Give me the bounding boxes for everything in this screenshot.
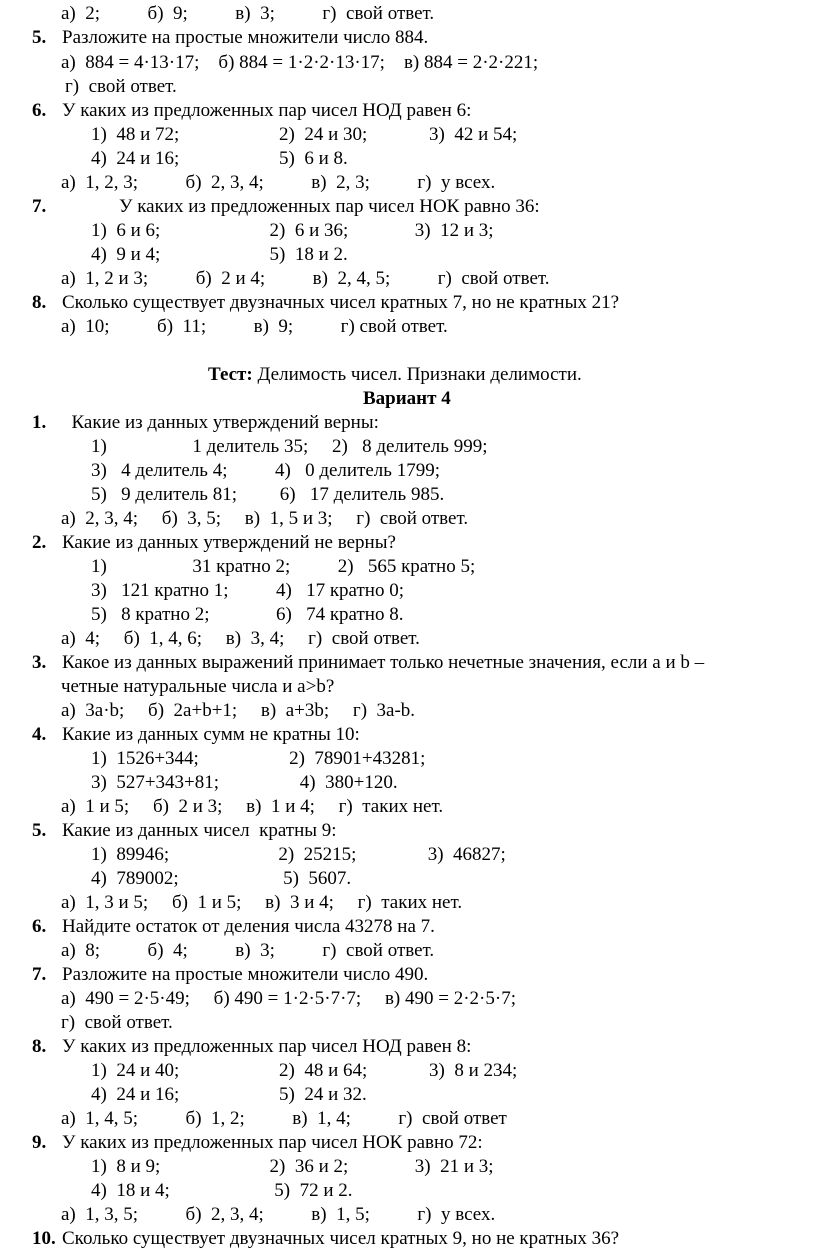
line-text: г) свой ответ. [61, 1012, 173, 1033]
question-number: 7. [32, 964, 47, 985]
document-line [32, 652, 704, 674]
question-number: 8. [32, 292, 47, 313]
question-number: 6. [32, 916, 47, 937]
line-text: 3) 4 делитель 4; 4) 0 делитель 1799; [91, 460, 440, 481]
question-number: 9. [32, 1132, 47, 1153]
document-line [91, 148, 348, 170]
document-line [61, 892, 462, 914]
document-line [32, 916, 435, 938]
question-number: 4. [32, 724, 47, 745]
document-line [61, 508, 468, 530]
document-line [32, 820, 337, 842]
document-line [61, 3, 434, 25]
document-line [32, 412, 379, 434]
question-number: 3. [32, 652, 47, 673]
document-line [61, 628, 420, 650]
line-text: Какие из данных утверждений не верны? [62, 532, 396, 553]
line-text: а) 10; б) 11; в) 9; г) свой ответ. [61, 316, 448, 337]
document-line [91, 436, 487, 458]
question-number: 6. [32, 100, 47, 121]
document-line [91, 1156, 494, 1178]
document-line [91, 604, 403, 626]
line-text: 4) 789002; 5) 5607. [91, 868, 352, 889]
document-line [32, 292, 619, 314]
line-text: а) 1, 3 и 5; б) 1 и 5; в) 3 и 4; г) таких нет. [61, 892, 463, 913]
document-line [91, 556, 475, 578]
line-text: а) 1 и 5; б) 2 и 3; в) 1 и 4; г) таких нет. [61, 796, 444, 817]
line-text: Какие из данных чисел кратны 9: [62, 820, 337, 841]
line-text: 5) 8 кратно 2; 6) 74 кратно 8. [91, 604, 404, 625]
line-text: а) 1, 4, 5; б) 1, 2; в) 1, 4; г) свой ответ [61, 1108, 507, 1129]
line-text: а) 884 = 4·13·17; б) 884 = 1·2·2·13·17; в) 884 = 2·2·221; [61, 52, 539, 73]
document-line [61, 700, 415, 722]
line-text: а) 8; б) 4; в) 3; г) свой ответ. [61, 940, 435, 961]
document-line [61, 316, 448, 338]
document-line [61, 268, 550, 290]
line-text: 4) 9 и 4; 5) 18 и 2. [91, 244, 348, 265]
line-text: 4) 24 и 16; 5) 24 и 32. [91, 1084, 367, 1105]
document-line [61, 52, 538, 74]
line-text: Сколько существует двузначных чисел кратных 7, но не кратных 21? [62, 292, 620, 313]
line-text: 3) 121 кратно 1; 4) 17 кратно 0; [91, 580, 404, 601]
question-number: 8. [32, 1036, 47, 1057]
line-text: 1) 31 кратно 2; 2) 565 кратно 5; [91, 556, 476, 577]
document-line [32, 1228, 619, 1250]
line-text: а) 3a·b; б) 2a+b+1; в) a+3b; г) 3a-b. [61, 700, 416, 721]
line-text: а) 1, 2 и 3; б) 2 и 4; в) 2, 4, 5; г) свой ответ. [61, 268, 550, 289]
document-line [32, 1036, 471, 1058]
question-number: 5. [32, 27, 47, 48]
document-line [91, 772, 398, 794]
document-line [32, 724, 360, 746]
document-line [91, 1084, 367, 1106]
line-text: Какие из данных утверждений верны: [62, 412, 379, 433]
question-number: 1. [32, 412, 47, 433]
line-text: Найдите остаток от деления числа 43278 на 7. [62, 916, 435, 937]
document-line [91, 1060, 517, 1082]
document-line [32, 27, 428, 49]
document-line [61, 796, 443, 818]
line-text: 1) 1526+344; 2) 78901+43281; [91, 748, 426, 769]
line-text: 1) 1 делитель 35; 2) 8 делитель 999; [91, 436, 488, 457]
line-text: Разложите на простые множители число 884. [62, 27, 429, 48]
document-line [61, 1204, 495, 1226]
document-line [32, 1132, 483, 1154]
document-line [61, 1108, 507, 1130]
line-text: а) 1, 2, 3; б) 2, 3, 4; в) 2, 3; г) у всех. [61, 172, 496, 193]
line-text: Какое из данных выражений принимает только нечетные значения, если а и b – [62, 652, 705, 673]
document-line [61, 940, 434, 962]
line-text: а) 2, 3, 4; б) 3, 5; в) 1, 5 и 3; г) свой ответ. [61, 508, 469, 529]
document-line [91, 868, 351, 890]
heading-bold: Вариант 4 [363, 388, 451, 409]
document-line [91, 124, 517, 146]
line-text: Разложите на простые множители число 490. [62, 964, 429, 985]
line-text: 1) 6 и 6; 2) 6 и 36; 3) 12 и 3; [91, 220, 494, 241]
line-text: У каких из предложенных пар чисел НОК равно 36: [62, 196, 540, 217]
document-line [363, 388, 451, 410]
heading-bold: Тест: [208, 364, 253, 385]
line-text: а) 490 = 2·5·49; б) 490 = 1·2·5·7·7; в) 490 = 2·2·5·7; [61, 988, 516, 1009]
line-text: У каких из предложенных пар чисел НОД равен 6: [62, 100, 472, 121]
document-line [61, 988, 516, 1010]
line-text: 1) 8 и 9; 2) 36 и 2; 3) 21 и 3; [91, 1156, 494, 1177]
line-text: 4) 18 и 4; 5) 72 и 2. [91, 1180, 353, 1201]
question-number: 5. [32, 820, 47, 841]
document-line [91, 844, 506, 866]
line-text: 1) 48 и 72; 2) 24 и 30; 3) 42 и 54; [91, 124, 518, 145]
line-text: а) 4; б) 1, 4, 6; в) 3, 4; г) свой ответ. [61, 628, 420, 649]
question-number: 10. [32, 1228, 56, 1249]
question-number: 7. [32, 196, 47, 217]
line-text: 4) 24 и 16; 5) 6 и 8. [91, 148, 348, 169]
line-text: 3) 527+343+81; 4) 380+120. [91, 772, 398, 793]
document-line [61, 1012, 173, 1034]
document-line [65, 76, 177, 98]
line-text: У каких из предложенных пар чисел НОД равен 8: [62, 1036, 472, 1057]
document-line [91, 220, 494, 242]
line-text: 5) 9 делитель 81; 6) 17 делитель 985. [91, 484, 445, 505]
line-text: У каких из предложенных пар чисел НОК равно 72: [62, 1132, 483, 1153]
line-text: 1) 89946; 2) 25215; 3) 46827; [91, 844, 506, 865]
document-line [91, 1180, 353, 1202]
line-text: Какие из данных сумм не кратны 10: [62, 724, 360, 745]
document-line [208, 364, 582, 386]
line-text: Делимость чисел. Признаки делимости. [252, 364, 582, 385]
line-text: 1) 24 и 40; 2) 48 и 64; 3) 8 и 234; [91, 1060, 518, 1081]
line-text: четные натуральные числа и a>b? [61, 676, 335, 697]
line-text: а) 2; б) 9; в) 3; г) свой ответ. [61, 3, 435, 24]
document-line [91, 580, 404, 602]
document-line [32, 100, 471, 122]
document-line [91, 748, 425, 770]
document-line [32, 532, 396, 554]
line-text: Сколько существует двузначных чисел кратных 9, но не кратных 36? [62, 1228, 620, 1249]
question-number: 2. [32, 532, 47, 553]
document-line [91, 460, 440, 482]
document-line [61, 172, 495, 194]
document-line [61, 676, 334, 698]
document-line [91, 484, 444, 506]
document-line [32, 196, 540, 218]
document-line [32, 964, 428, 986]
line-text: г) свой ответ. [65, 76, 177, 97]
document-line [91, 244, 348, 266]
line-text: а) 1, 3, 5; б) 2, 3, 4; в) 1, 5; г) у всех. [61, 1204, 496, 1225]
